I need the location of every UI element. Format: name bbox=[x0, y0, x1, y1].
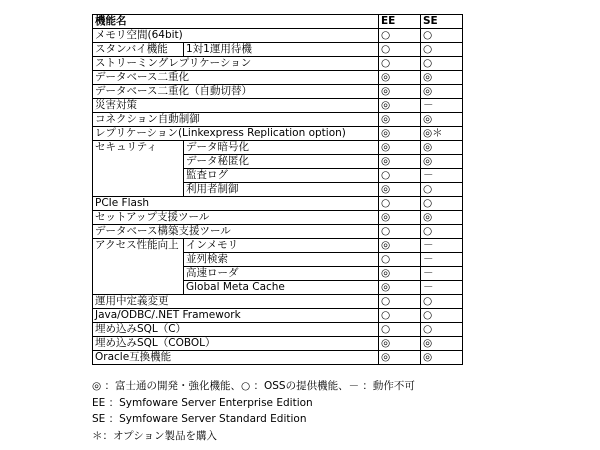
sub-feature-cell: 高速ローダ bbox=[184, 267, 379, 281]
legend-option: ＊：オプション製品を購入 bbox=[92, 429, 218, 442]
table-row bbox=[93, 29, 463, 43]
table-row bbox=[93, 225, 463, 239]
se-cell: ◎ bbox=[421, 71, 463, 85]
feature-cell: データベース二重化（自動切替） bbox=[93, 85, 379, 99]
table-row bbox=[93, 351, 463, 365]
ee-cell: ○ bbox=[379, 225, 421, 239]
feature-cell: セキュリティ bbox=[93, 141, 184, 197]
sub-feature-cell: データ暗号化 bbox=[184, 141, 379, 155]
ee-cell: ◎ bbox=[379, 85, 421, 99]
sub-feature-cell: データ秘匿化 bbox=[184, 155, 379, 169]
feature-cell: 埋め込みSQL（C） bbox=[93, 323, 379, 337]
ee-cell: ◎ bbox=[379, 127, 421, 141]
se-cell: ◎＊ bbox=[421, 127, 463, 141]
sub-feature-cell: 並列検索 bbox=[184, 253, 379, 267]
se-cell: ◎ bbox=[421, 113, 463, 127]
se-cell: ○ bbox=[421, 43, 463, 57]
table-row bbox=[93, 337, 463, 351]
ee-cell: ◎ bbox=[379, 183, 421, 197]
table-row bbox=[93, 197, 463, 211]
legend-notes bbox=[92, 378, 415, 444]
header-se: SE bbox=[421, 15, 463, 29]
ee-cell: ◎ bbox=[379, 351, 421, 365]
table-row bbox=[93, 295, 463, 309]
table-row bbox=[93, 323, 463, 337]
ee-cell: ◎ bbox=[379, 113, 421, 127]
ee-cell: ○ bbox=[379, 323, 421, 337]
ee-cell: ○ bbox=[379, 169, 421, 183]
feature-cell: レプリケーション(Linkexpress Replication option) bbox=[93, 127, 379, 141]
table-header-row bbox=[93, 15, 463, 29]
se-cell: － bbox=[421, 169, 463, 183]
ee-cell: ◎ bbox=[379, 155, 421, 169]
feature-cell: データベース二重化 bbox=[93, 71, 379, 85]
sub-feature-cell: 監査ログ bbox=[184, 169, 379, 183]
sub-feature-cell: 利用者制御 bbox=[184, 183, 379, 197]
legend-symbols: ◎ ：富士通の開発・強化機能、○ ：OSSの提供機能、－ ：動作不可 bbox=[92, 380, 415, 392]
feature-cell: 災害対策 bbox=[93, 99, 379, 113]
ee-cell: ○ bbox=[379, 309, 421, 323]
header-feature: 機能名 bbox=[93, 15, 379, 29]
ee-cell: ◎ bbox=[379, 211, 421, 225]
legend-se: SE ：Symfoware Server Standard Edition bbox=[92, 413, 307, 425]
ee-cell: ○ bbox=[379, 295, 421, 309]
ee-cell: ◎ bbox=[379, 71, 421, 85]
se-cell: － bbox=[421, 239, 463, 253]
feature-cell: スタンバイ機能 bbox=[93, 43, 184, 57]
ee-cell: ○ bbox=[379, 197, 421, 211]
table-row bbox=[93, 309, 463, 323]
se-cell: － bbox=[421, 267, 463, 281]
ee-cell: ○ bbox=[379, 253, 421, 267]
ee-cell: ○ bbox=[379, 29, 421, 43]
ee-cell: ◎ bbox=[379, 239, 421, 253]
se-cell: ◎ bbox=[421, 141, 463, 155]
table-row bbox=[93, 71, 463, 85]
ee-cell: ◎ bbox=[379, 141, 421, 155]
se-cell: ◎ bbox=[421, 211, 463, 225]
table-row bbox=[93, 57, 463, 71]
legend-ee: EE ：Symfoware Server Enterprise Edition bbox=[92, 396, 313, 409]
se-cell: ◎ bbox=[421, 85, 463, 99]
se-cell: － bbox=[421, 253, 463, 267]
se-cell: ○ bbox=[421, 183, 463, 197]
table-row bbox=[93, 85, 463, 99]
se-cell: ◎ bbox=[421, 155, 463, 169]
feature-table bbox=[92, 14, 463, 365]
se-cell: ○ bbox=[421, 225, 463, 239]
feature-cell: ストリーミングレプリケーション bbox=[93, 57, 379, 71]
table-row bbox=[93, 211, 463, 225]
feature-cell: Oracle互換機能 bbox=[93, 351, 379, 365]
feature-cell: コネクション自動制御 bbox=[93, 113, 379, 127]
se-cell: ○ bbox=[421, 295, 463, 309]
ee-cell: ◎ bbox=[379, 99, 421, 113]
table-row bbox=[93, 141, 463, 155]
header-ee: EE bbox=[379, 15, 421, 29]
table-row bbox=[93, 43, 463, 57]
table-row bbox=[93, 239, 463, 253]
sub-feature-cell: インメモリ bbox=[184, 239, 379, 253]
feature-cell: メモリ空間(64bit) bbox=[93, 29, 379, 43]
feature-cell: セットアップ支援ツール bbox=[93, 211, 379, 225]
ee-cell: ○ bbox=[379, 57, 421, 71]
se-cell: ◎ bbox=[421, 337, 463, 351]
ee-cell: ◎ bbox=[379, 337, 421, 351]
se-cell: ○ bbox=[421, 57, 463, 71]
se-cell: ○ bbox=[421, 309, 463, 323]
sub-feature-cell: 1対1運用待機 bbox=[184, 43, 379, 57]
table-row bbox=[93, 99, 463, 113]
feature-cell: PCIe Flash bbox=[93, 197, 379, 211]
ee-cell: ◎ bbox=[379, 281, 421, 295]
se-cell: ○ bbox=[421, 197, 463, 211]
feature-cell: 運用中定義変更 bbox=[93, 295, 379, 309]
ee-cell: ○ bbox=[379, 43, 421, 57]
feature-cell: 埋め込みSQL（COBOL） bbox=[93, 337, 379, 351]
se-cell: ○ bbox=[421, 323, 463, 337]
feature-cell: Java/ODBC/.NET Framework bbox=[93, 309, 379, 323]
se-cell: － bbox=[421, 99, 463, 113]
se-cell: － bbox=[421, 281, 463, 295]
feature-cell: アクセス性能向上 bbox=[93, 239, 184, 295]
se-cell: ○ bbox=[421, 29, 463, 43]
ee-cell: ◎ bbox=[379, 267, 421, 281]
feature-cell: データベース構築支援ツール bbox=[93, 225, 379, 239]
se-cell: ◎ bbox=[421, 351, 463, 365]
table-row bbox=[93, 127, 463, 141]
table-row bbox=[93, 113, 463, 127]
sub-feature-cell: Global Meta Cache bbox=[184, 281, 379, 295]
